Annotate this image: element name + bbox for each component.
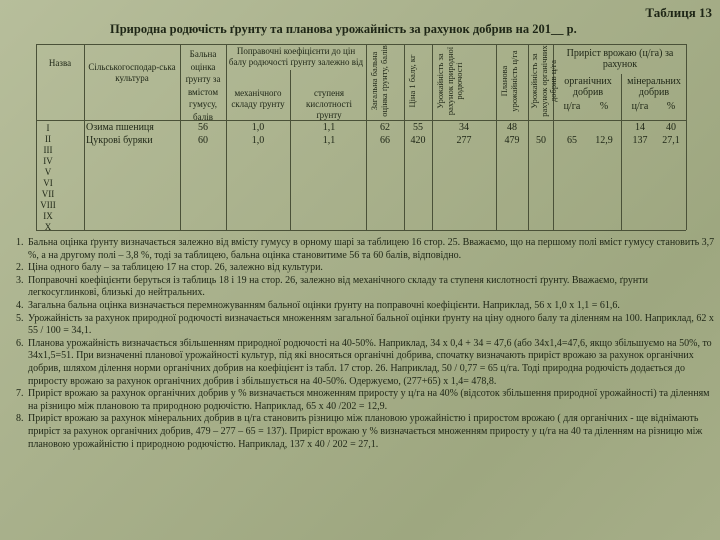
- cell-score: 56: [198, 122, 208, 133]
- note-item: 1. Бальна оцінка ґрунту визначається залежно від вмісту гумусу в орному шарі за таблицею 16 стор. 25. Вважаємо, що на першому полі вміст гумусу становить 3,7 %, а на другому полі – 3,8 %, тоді за таблицею, бальна оцінка становитиме 56 та 60 балів, відповідно.: [26, 237, 718, 262]
- row-number: VI: [43, 178, 53, 188]
- note-item: 4. Загальна бальна оцінка визначається перемножуванням бальної оцінки ґрунту на поправочні коефіцієнти. Наприклад, 56 х 1,0 х 1,1 = 61,6.: [26, 300, 718, 313]
- cell-crop: Озима пшениця: [86, 122, 154, 133]
- cell-total: 66: [380, 135, 390, 146]
- header-unit-pct2: %: [666, 101, 676, 112]
- header-gain-org: органічних добрив: [564, 76, 612, 98]
- row-number: IX: [43, 211, 53, 221]
- header-natural-yield: Урожайність за рахунок природної родючості: [435, 46, 464, 116]
- row-number: VIII: [40, 200, 56, 210]
- cell-planned: 479: [504, 135, 520, 146]
- header-unit-pct: %: [599, 101, 609, 112]
- cell-price: 55: [413, 122, 423, 133]
- table-label: Таблиця 13: [645, 5, 712, 20]
- page-title: Природна родючість ґрунту та планова урожайність за рахунок добрив на 201__ р.: [110, 22, 577, 36]
- note-item: 3. Поправочні коефіцієнти беруться із таблиць 18 і 19 на стор. 26, залежно від механічного складу та ступеня кислотності ґрунту. Вважаємо, ґрунти легкосуглинкові, близькі до нейтральних.: [26, 275, 718, 300]
- row-number: I: [46, 123, 50, 133]
- cell-natural: 277: [456, 135, 472, 146]
- cell-gain-min-cha: 14: [635, 122, 645, 133]
- row-number: VII: [41, 189, 55, 199]
- header-fert-yield: Урожайність за рахунок органічних добрив ц/га: [529, 45, 558, 117]
- note-item: 2. Ціна одного балу – за таблицею 17 на стор. 26, залежно від культури.: [26, 262, 718, 275]
- cell-score: 60: [198, 135, 208, 146]
- cell-total: 62: [380, 122, 390, 133]
- cell-mech: 1,0: [251, 122, 265, 133]
- header-gain-min: мінеральних добрив: [627, 76, 681, 98]
- row-number: V: [44, 167, 52, 177]
- cell-org-pct: 50: [536, 135, 546, 146]
- header-gain-group: Приріст врожаю (ц/га) за рахунок: [566, 48, 674, 70]
- cell-gain-org-cha: 65: [567, 135, 577, 146]
- header-unit-cha: ц/га: [563, 101, 581, 112]
- header-coef-acid: ступеня кислотності ґрунту: [306, 88, 352, 120]
- cell-acid: 1,1: [322, 122, 336, 133]
- note-item: 5. Урожайність за рахунок природної родючості визначається множенням загальної бальної оцінки ґрунту на ціну одного балу та діленням на 100. Наприклад, 62 х 55 / 100 = 34,1.: [26, 313, 718, 338]
- header-coef-group: Поправочні коефіцієнти до цін балу родючості ґрунту залежно від: [228, 46, 364, 67]
- cell-gain-min-pct: 27,1: [662, 135, 680, 146]
- row-number: X: [44, 222, 52, 232]
- header-score: Бальна оцінка ґрунту за вмістом гумусу, балів: [185, 49, 221, 122]
- cell-mech: 1,0: [251, 135, 265, 146]
- cell-planned: 48: [507, 122, 517, 133]
- header-unit-cha2: ц/га: [631, 101, 649, 112]
- header-field: Назва: [48, 58, 72, 68]
- cell-gain-min-cha: 137: [632, 135, 648, 146]
- header-coef-mech: механічного складу ґрунту: [231, 88, 285, 109]
- cell-price: 420: [410, 135, 426, 146]
- notes-list: [0, 237, 718, 451]
- row-number: III: [43, 145, 53, 155]
- note-item: 8. Приріст врожаю за рахунок мінеральних добрив в ц/га становить різницю між плановою урожайністю і приростом врожаю ( для органічних - ще віднімають приріст за рахунок органічних добрив, 479 – 277 – 65 = 137). Приріст врожаю у % визначається множенням приросту у ц/га на 40 та діленням на різницю між плановою урожайністю і природною родючістю. Наприклад, 137 х 40 / 202 = 27,1.: [26, 413, 718, 451]
- cell-acid: 1,1: [322, 135, 336, 146]
- header-planned-yield: Планова урожайність ц/га: [499, 50, 519, 112]
- cell-gain-min-pct: 40: [666, 122, 676, 133]
- cell-crop: Цукрові буряки: [86, 135, 153, 146]
- header-crop: Сільськогосподар-ська культура: [88, 62, 176, 83]
- header-total-score: Загальна бальна оцінка ґрунту, балів: [369, 45, 389, 117]
- note-item: 7. Приріст врожаю за рахунок органічних добрив у % визначається множенням приросту у ц/га на 40% (відсоток збільшення природної урожайності) та діленням на різницю між плановою та природною родючістю. Наприклад, 65 х 40 /202 = 12,9.: [26, 388, 718, 413]
- row-number: IV: [43, 156, 53, 166]
- row-number: II: [45, 134, 51, 144]
- note-item: 6. Планова урожайність визначається збільшенням природної родючості на 40-50%. Наприклад, 34 х 0,4 + 34 = 47,6 (або 34х1,4=47,6, якщо збільшуємо на 50%, то 34х1,5=51. При визначенні планової урожайності культур, під які вносяться органічні добрива, спочатку визначають приріст врожаю за рахунок органічних добрив, шляхом ділення норми органічних добрив на коефіцієнт із табл. 17 стор. 26. Наприклад, 50 / 0,77 = 65 ц/га. Тоді природна родючість додається до приросту врожаю за рахунок органічних добрив і збільшується на 40-50%. Одержуємо, (277+65) х 1,4= 478,8.: [26, 338, 718, 388]
- cell-natural: 34: [459, 122, 469, 133]
- header-price: Ціна 1 балу, кг: [407, 54, 417, 108]
- cell-gain-org-pct: 12,9: [595, 135, 613, 146]
